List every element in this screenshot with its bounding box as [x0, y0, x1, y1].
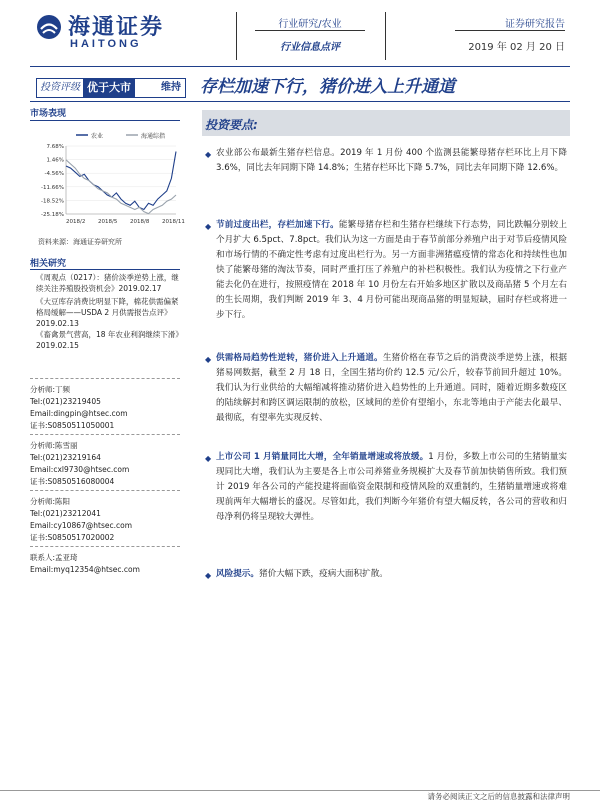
haitong-logo — [36, 10, 196, 54]
x-tick-label: 2018/5 — [98, 219, 118, 225]
analyst-separator — [30, 490, 180, 491]
y-tick-label: 7.68% — [46, 144, 64, 150]
y-tick-label: -4.56% — [44, 171, 64, 178]
logo-text-en: HAITONG — [70, 38, 142, 50]
contact-card — [30, 552, 180, 576]
key-points-heading: 投资要点: — [205, 118, 258, 132]
rating-label: 投资评级 — [37, 79, 84, 97]
report-date: 2019 年 02 月 20 日 — [468, 42, 565, 53]
key-point-paragraph — [216, 450, 567, 525]
doc-type: 证券研究报告 — [505, 19, 565, 30]
analyst-email[interactable]: Email:dingpin@htsec.com — [30, 409, 128, 418]
related-item[interactable] — [36, 329, 182, 351]
report-type: 行业信息点评 — [280, 42, 340, 53]
header-rule — [255, 30, 365, 31]
series-line — [66, 152, 176, 210]
chart-source: 资料来源：海通证券研究所 — [38, 238, 122, 246]
key-point-emphasis: 风险提示。 — [216, 569, 259, 579]
key-point-emphasis: 供需格局趋势性逆转，猪价进入上升通道。 — [216, 353, 383, 363]
related-heading: 相关研究 — [30, 259, 67, 269]
header-divider-left — [236, 12, 237, 60]
market-heading-rule — [30, 120, 180, 121]
key-point-paragraph — [216, 567, 567, 582]
related-item-date: 2019.02.15 — [36, 341, 79, 350]
analyst-email[interactable]: Email:cxl9730@htsec.com — [30, 465, 130, 474]
related-item-title[interactable]: 《畜禽景气营高，18 年农业利润继续下滑》 — [36, 330, 183, 339]
analyst-card — [30, 384, 180, 432]
footer-disclaimer[interactable]: 请务必阅读正文之后的信息披露和法律声明 — [427, 792, 570, 801]
report-category: 行业研究/农业 — [278, 19, 342, 30]
x-tick-label: 2018/2 — [66, 219, 86, 225]
bullet-icon: ◆ — [205, 454, 212, 463]
y-tick-label: -18.52% — [41, 198, 64, 205]
key-point-emphasis: 上市公司 1 月销量同比大增，全年销量增速或将放缓。 — [216, 452, 429, 462]
analyst-email[interactable]: Email:cy10867@htsec.com — [30, 521, 132, 530]
analyst-cert: 证书:S0850516080004 — [30, 477, 115, 486]
bullet-icon: ◆ — [205, 150, 212, 159]
legend-label: 海通综指 — [141, 133, 166, 140]
logo-text-cn: 海通证券 — [68, 14, 165, 40]
title-rule — [30, 101, 570, 102]
analyst-name: 分析师:丁频 — [30, 385, 71, 394]
x-tick-label: 2018/11 — [162, 219, 185, 225]
y-tick-label: 1.46% — [46, 157, 64, 164]
related-item[interactable] — [36, 272, 182, 294]
key-point-emphasis: 节前过度出栏，存栏加速下行。 — [216, 220, 339, 230]
analyst-cert: 证书:S0850511050001 — [30, 421, 115, 430]
y-tick-label: -11.66% — [41, 184, 64, 191]
rating-action: 维持 — [161, 82, 181, 93]
legend-label: 农业 — [91, 133, 104, 140]
analyst-separator — [30, 378, 180, 379]
rating-box — [36, 78, 186, 98]
header-divider-right — [385, 12, 386, 60]
key-point-text: 1 月份，多数上市公司的生猪销量实现同比大增，我们认为主要是各上市公司养猪业务规模扩大及春节前加快销售所致。我们预计 2019 年各公司的产能投建将面临资金限制和疫情风险的双重制约，生猪销量增速或将难现前两年大幅增长的盛况。尽管如此，我们判断今年猪价有望大幅反转，各公司的营收和归母净利仍将呈现较大弹性。 — [216, 452, 568, 522]
report-title: 存栏加速下行，猪价进入上升通道 — [200, 77, 455, 97]
analyst-name: 分析师:陈雪丽 — [30, 441, 78, 450]
related-item-date: 2019.02.13 — [36, 319, 79, 328]
analyst-name: 分析师:陈阳 — [30, 497, 71, 506]
key-point-text: 猪价大幅下跌，疫病大面积扩散。 — [258, 569, 388, 579]
related-item-date: 2019.02.17 — [118, 284, 162, 293]
analyst-tel: Tel:(021)23219164 — [30, 453, 101, 462]
analyst-separator — [30, 434, 180, 435]
market-performance-chart — [30, 128, 185, 238]
analyst-card — [30, 440, 180, 488]
key-point-text: 能繁母猪存栏和生猪存栏继续下行态势，同比跌幅分别较上个月扩大 6.5pct、7.8pct。我们认为这一方面是由于春节前部分养殖户出于对节后疫情风险和市场行情的不确定性考虑有过度出栏行为。另一方面非洲猪瘟疫情的常态化和持续性也加快了能繁母猪的淘汰节奏，同时严重打压了养殖户的补栏积极性。我们认为疫情之下行业产能去化仍在进行，按照疫情在 2018 年 10 月份左右开始多地区扩散以及商品猪 5 个月左右的生长周期，我们判断 2019 年 3、4 月份可能出现商品猪的明显短缺，届时存栏或将进一步下行。 — [216, 220, 567, 320]
analyst-separator — [30, 546, 180, 547]
analyst-card — [30, 496, 180, 544]
related-item-title[interactable]: 《大豆库存消费比明显下降，棉花供需偏紧格局缓解——USDA 2 月供需报告点评》 — [36, 297, 179, 317]
key-point-paragraph — [216, 351, 567, 426]
y-tick-label: -25.18% — [41, 212, 64, 218]
bullet-icon: ◆ — [205, 355, 212, 364]
related-item[interactable] — [36, 296, 182, 329]
related-heading-rule — [30, 269, 180, 270]
key-point-text: 生猪价格在春节之后的消费淡季逆势上涨，根据猪易网数据，截至 2 月 18 日，全国生猪均价约 12.5 元/公斤，较春节前回升超过 10%。我们认为行业供给的大幅缩减将推动猪价进入趋势性的上升通道。同时，随着近期多数疫区的陆续解封和跨区调运限制的放松，区域间的差价有望缩小，东北等地由于产能去化最早、最彻底，有望率先实现反转、 — [216, 353, 567, 423]
contact-email[interactable]: Email:myq12354@htsec.com — [30, 565, 140, 574]
haitong-logo-icon — [36, 14, 62, 40]
bullet-icon: ◆ — [205, 571, 212, 580]
x-tick-label: 2018/8 — [130, 219, 150, 225]
market-heading: 市场表现 — [30, 109, 67, 119]
rating-value: 优于大市 — [83, 79, 135, 97]
bullet-icon: ◆ — [205, 222, 212, 231]
header-bottom-rule — [30, 66, 570, 67]
analyst-tel: Tel:(021)23219405 — [30, 397, 101, 406]
analyst-cert: 证书:S0850517020002 — [30, 533, 115, 542]
contact-name: 联系人:孟亚琦 — [30, 553, 78, 562]
header-rule-right — [455, 30, 565, 31]
related-item-title[interactable]: 《周观点（0217）：猪价淡季逆势上涨，继续关注养殖股投资机会》 — [36, 273, 179, 293]
analyst-tel: Tel:(021)23212041 — [30, 509, 101, 518]
key-point-paragraph — [216, 218, 567, 323]
key-point-text: 农业部公布最新生猪存栏信息。2019 年 1 月份 400 个监测县能繁母猪存栏环比上月下降 3.6%，同比去年同期下降 14.8%；生猪存栏环比下降 5.7%，同比去年同期下降 12.6%。 — [216, 148, 567, 173]
key-point-paragraph — [216, 146, 567, 176]
